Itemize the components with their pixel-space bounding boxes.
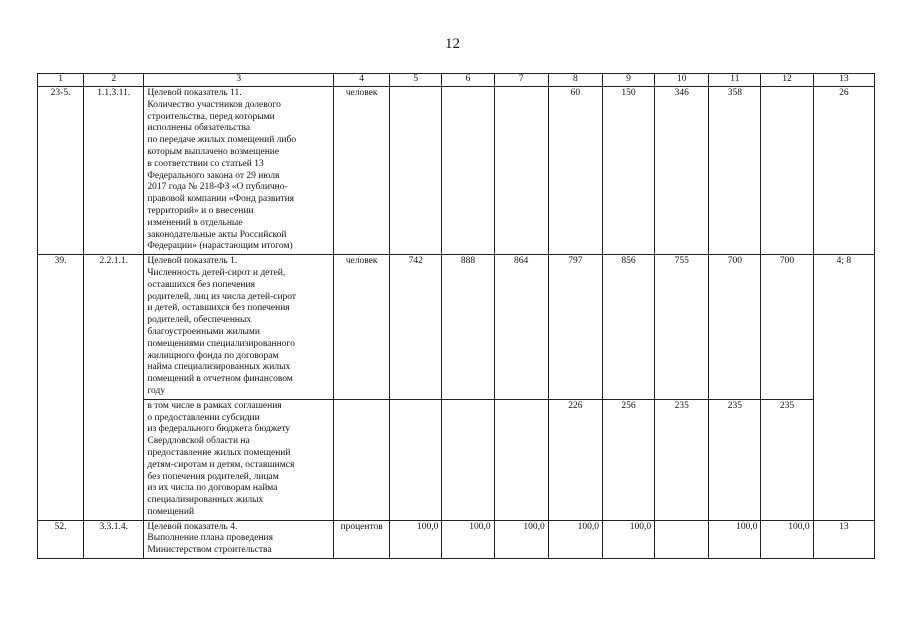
desc-line: Федерации» (нарастающим итогом) — [147, 241, 293, 252]
row-number: 52. — [38, 520, 84, 558]
cell-col9: 256 — [602, 399, 654, 520]
row-code: 1.1.3.11. — [84, 87, 144, 255]
desc-line: Целевой показатель 11. — [147, 88, 242, 98]
table-row — [38, 255, 875, 400]
desc-line: благоустроенными жилыми — [147, 326, 260, 337]
desc-line: найма специализированных жилых — [147, 362, 291, 373]
col-header: 2 — [84, 74, 144, 87]
table-row — [38, 520, 875, 558]
cell-col13: 4; 8 — [813, 255, 874, 521]
desc-line: без попечения родителей, лицам — [147, 471, 279, 482]
col-header: 3 — [144, 74, 334, 87]
table-subrow — [38, 399, 875, 520]
cell-col5 — [390, 87, 442, 255]
cell-col10: 755 — [655, 255, 709, 400]
cell-col5: 742 — [390, 255, 442, 400]
desc-line: 2017 года № 218-ФЗ «О публично- — [147, 182, 288, 193]
col-header: 7 — [494, 74, 548, 87]
desc-line: в том числе в рамках соглашения — [147, 400, 282, 411]
cell-col13: 13 — [813, 520, 874, 558]
cell-col7 — [494, 87, 548, 255]
desc-line: правовой компании «Фонд развития — [147, 194, 295, 205]
cell-col10 — [655, 520, 709, 558]
row-description — [144, 520, 334, 558]
desc-line: помещений в отчетном финансовом — [147, 374, 293, 385]
row-description — [144, 255, 334, 400]
desc-line: и детей, оставшихся без попечения — [147, 303, 290, 314]
row-unit: процентов — [334, 520, 390, 558]
desc-line: родителей, лиц из числа детей-сирот — [147, 291, 297, 302]
indicators-table — [37, 73, 875, 559]
col-header: 8 — [548, 74, 602, 87]
desc-line: Численность детей-сирот и детей, — [147, 267, 286, 278]
desc-line: по передаче жилых помещений либо — [147, 135, 297, 146]
cell-col8: 60 — [548, 87, 602, 255]
table-row — [38, 87, 875, 255]
cell-empty — [494, 399, 548, 520]
cell-empty — [442, 399, 494, 520]
row-code: 3.3.1.4. — [84, 520, 144, 558]
cell-col8: 100,0 — [548, 520, 602, 558]
cell-col12: 700 — [761, 255, 813, 400]
desc-line: которым выплачено возмещение — [147, 146, 280, 157]
header-row — [38, 74, 875, 87]
col-header: 5 — [390, 74, 442, 87]
cell-col12: 100,0 — [761, 520, 813, 558]
desc-line: изменений в отдельные — [147, 217, 243, 228]
col-header: 1 — [38, 74, 84, 87]
desc-line: из их числа по договорам найма — [147, 483, 278, 494]
cell-col12: 235 — [761, 399, 813, 520]
desc-line: помещениями специализированного — [147, 338, 295, 349]
row-unit: человек — [334, 87, 390, 255]
cell-empty — [390, 399, 442, 520]
desc-line: Целевой показатель 4. — [147, 521, 238, 532]
cell-col6: 888 — [442, 255, 494, 400]
cell-col8: 226 — [548, 399, 602, 520]
row-description — [144, 87, 334, 255]
col-header: 13 — [813, 74, 874, 87]
row-unit: человек — [334, 255, 390, 400]
cell-col8: 797 — [548, 255, 602, 400]
cell-col9: 100,0 — [602, 520, 654, 558]
cell-col7: 100,0 — [494, 520, 548, 558]
desc-line: оставшихся без попечения — [147, 279, 255, 290]
col-header: 9 — [602, 74, 654, 87]
desc-line: Количество участников долевого — [147, 99, 281, 110]
desc-line: Целевой показатель 1. — [147, 256, 238, 267]
cell-empty — [334, 399, 390, 520]
row-code: 2.2.1.1. — [84, 255, 144, 521]
cell-col12 — [761, 87, 813, 255]
cell-col5: 100,0 — [390, 520, 442, 558]
desc-line: родителей, обеспеченных — [147, 315, 252, 326]
cell-col10: 235 — [655, 399, 709, 520]
desc-line: специализированных жилых — [147, 495, 264, 506]
page-number: 12 — [445, 36, 460, 52]
cell-col11: 100,0 — [709, 520, 761, 558]
cell-col7: 864 — [494, 255, 548, 400]
desc-line: из федерального бюджета бюджету — [147, 424, 291, 435]
desc-line: о предоставлении субсидии — [147, 412, 260, 423]
col-header: 6 — [442, 74, 494, 87]
desc-line: жилищного фонда по договорам — [147, 350, 279, 361]
col-header: 12 — [761, 74, 813, 87]
desc-line: Министерством строительства — [147, 545, 272, 556]
desc-line: детям-сиротам и детям, оставшимся — [147, 459, 295, 470]
row-number: 23-5. — [38, 87, 84, 255]
cell-col6: 100,0 — [442, 520, 494, 558]
desc-line: строительства, перед которыми — [147, 111, 275, 122]
desc-line: Свердловской области на — [147, 436, 250, 447]
desc-line: исполнены обязательства — [147, 123, 251, 134]
desc-line: Федерального закона от 29 июля — [147, 170, 280, 181]
col-header: 4 — [334, 74, 390, 87]
desc-line: предоставление жилых помещений — [147, 447, 291, 458]
col-header: 11 — [709, 74, 761, 87]
desc-line: территорий» и о внесении — [147, 205, 254, 216]
cell-col13: 26 — [813, 87, 874, 255]
desc-line: Выполнение плана проведения — [147, 533, 273, 544]
row-description — [144, 399, 334, 520]
desc-line: году — [147, 385, 166, 396]
cell-col11: 358 — [709, 87, 761, 255]
table-header — [38, 74, 875, 87]
cell-col9: 150 — [602, 87, 654, 255]
cell-col11: 235 — [709, 399, 761, 520]
cell-col11: 700 — [709, 255, 761, 400]
cell-col6 — [442, 87, 494, 255]
cell-col10: 346 — [655, 87, 709, 255]
row-number: 39. — [38, 255, 84, 521]
cell-col9: 856 — [602, 255, 654, 400]
desc-line: в соответствии со статьей 13 — [147, 158, 264, 169]
col-header: 10 — [655, 74, 709, 87]
desc-line: помещений — [147, 506, 195, 517]
desc-line: законодательные акты Российской — [147, 229, 287, 240]
